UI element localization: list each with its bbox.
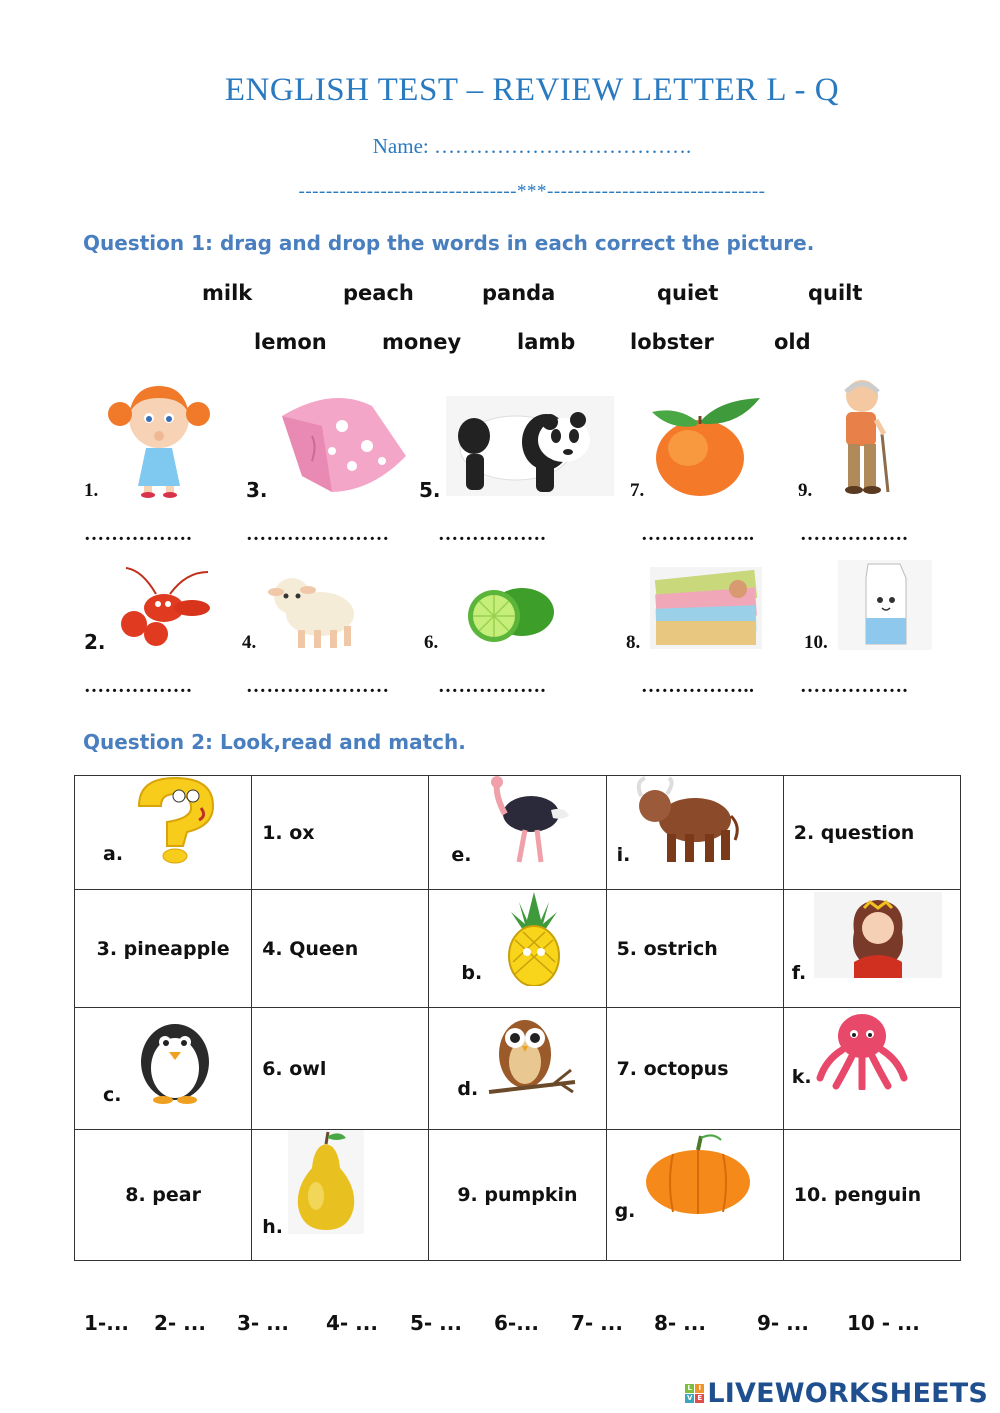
pear-icon: [288, 1130, 364, 1234]
quiet-girl-icon: [104, 376, 214, 498]
answer-blank[interactable]: …………………: [246, 523, 390, 545]
answer-blank[interactable]: …………….: [438, 523, 546, 545]
word-bank-item[interactable]: old: [774, 330, 811, 354]
match-word: 4. Queen: [262, 937, 359, 960]
quilt-icon: [272, 386, 410, 498]
match-word: 1. ox: [262, 821, 315, 844]
table-cell[interactable]: [75, 1130, 252, 1261]
answer-slot[interactable]: 7- ...: [571, 1311, 623, 1335]
pumpkin-icon: [643, 1132, 753, 1218]
table-row: [75, 1008, 961, 1130]
table-cell[interactable]: [75, 776, 252, 890]
queen-icon: [814, 892, 942, 978]
worksheet-title: ENGLISH TEST – REVIEW LETTER L - Q: [224, 72, 840, 108]
cell-letter: f.: [791, 962, 807, 984]
lobster-icon: [112, 566, 216, 652]
word-bank-item[interactable]: quiet: [657, 281, 719, 305]
peach-icon: [648, 396, 764, 500]
table-cell[interactable]: [252, 1008, 429, 1130]
cell-letter: b.: [461, 962, 483, 984]
table-cell[interactable]: [75, 1008, 252, 1130]
table-row: [75, 776, 961, 890]
table-cell[interactable]: [606, 776, 783, 890]
liveworksheets-logo: [685, 1378, 988, 1409]
table-row: [75, 890, 961, 1008]
panda-icon: [446, 396, 614, 496]
cell-letter: i.: [616, 844, 631, 866]
ox-icon: [631, 776, 743, 866]
item-number: 2.: [84, 630, 106, 654]
table-cell[interactable]: [606, 890, 783, 1008]
table-cell[interactable]: [75, 890, 252, 1008]
table-cell[interactable]: [783, 1008, 960, 1130]
item-number: 5.: [419, 478, 441, 502]
item-number: 7.: [630, 480, 645, 501]
item-number: 4.: [242, 632, 257, 653]
word-bank-item[interactable]: money: [382, 330, 462, 354]
cell-letter: e.: [451, 844, 472, 866]
question-2-heading: Question 2: Look,read and match.: [83, 730, 466, 754]
word-bank-item[interactable]: quilt: [808, 281, 863, 305]
pineapple-icon: [503, 890, 565, 986]
question-1-heading: Question 1: drag and drop the words in each correct the picture.: [83, 231, 815, 255]
answer-blank[interactable]: …………….: [84, 523, 192, 545]
money-icon: [650, 567, 762, 649]
answer-slot[interactable]: 4- ...: [326, 1311, 378, 1335]
answer-slot[interactable]: 9- ...: [757, 1311, 809, 1335]
name-line: Name: ……………………………….: [372, 134, 692, 158]
table-row: [75, 1130, 961, 1261]
answer-slot[interactable]: 3- ...: [237, 1311, 289, 1335]
table-cell[interactable]: [429, 1008, 606, 1130]
item-number: 9.: [798, 480, 813, 501]
item-number: 8.: [626, 632, 641, 653]
old-man-icon: [822, 376, 904, 498]
ostrich-icon: [485, 776, 569, 866]
item-number: 6.: [424, 632, 439, 653]
table-cell[interactable]: [429, 1130, 606, 1261]
answer-blank[interactable]: …………….: [438, 675, 546, 697]
table-cell[interactable]: [783, 890, 960, 1008]
match-word: 7. octopus: [616, 1057, 729, 1080]
answer-blank[interactable]: …………….: [800, 675, 908, 697]
match-word: 2. question: [793, 821, 915, 844]
cell-letter: c.: [103, 1084, 122, 1106]
cell-letter: a.: [103, 843, 124, 865]
answer-slot[interactable]: 5- ...: [410, 1311, 462, 1335]
match-word: 5. ostrich: [616, 937, 718, 960]
penguin-icon: [125, 1008, 225, 1106]
word-bank-item[interactable]: peach: [343, 281, 414, 305]
cell-letter: h.: [262, 1216, 283, 1238]
cell-letter: g.: [614, 1200, 636, 1222]
table-cell[interactable]: [783, 1130, 960, 1261]
word-bank-item[interactable]: milk: [202, 281, 253, 305]
cell-letter: d.: [457, 1078, 479, 1100]
answer-slot[interactable]: 6-...: [494, 1311, 540, 1335]
item-number: 3.: [246, 478, 268, 502]
word-bank-item[interactable]: lamb: [517, 330, 576, 354]
logo-mark-icon: L I V E: [685, 1384, 704, 1403]
match-word: 10. penguin: [793, 1184, 922, 1206]
answer-blank[interactable]: …………………: [246, 675, 390, 697]
cell-letter: k.: [791, 1066, 812, 1088]
item-number: 10.: [804, 632, 828, 653]
answer-blank[interactable]: …………….: [800, 523, 908, 545]
match-word: 3. pineapple: [96, 937, 230, 960]
match-word: 9. pumpkin: [457, 1184, 578, 1206]
table-cell[interactable]: [252, 776, 429, 890]
owl-icon: [485, 1008, 577, 1100]
answer-blank[interactable]: ……………..: [641, 675, 755, 697]
lamb-icon: [262, 566, 368, 652]
milk-carton-icon: [838, 560, 932, 650]
lime-icon: [454, 584, 558, 642]
answer-slot[interactable]: 1-...: [84, 1311, 130, 1335]
answer-blank[interactable]: ……………..: [641, 523, 755, 545]
table-cell[interactable]: [429, 890, 606, 1008]
match-word: 6. owl: [262, 1057, 327, 1080]
item-number: 1.: [84, 480, 99, 501]
table-cell[interactable]: [252, 1130, 429, 1261]
answer-slot[interactable]: 2- ...: [154, 1311, 206, 1335]
question-mark-icon: [127, 776, 223, 864]
word-bank-item[interactable]: panda: [482, 281, 556, 305]
octopus-icon: [816, 1010, 908, 1090]
table-cell[interactable]: [606, 1130, 783, 1261]
table-cell[interactable]: [429, 776, 606, 890]
matching-table: [74, 775, 961, 1261]
word-bank-item[interactable]: lobster: [630, 330, 714, 354]
divider-line: --------------------------------***--------------------------------: [298, 181, 766, 202]
logo-text: LIVEWORKSHEETS: [707, 1378, 988, 1409]
answer-slot[interactable]: 10 - ...: [847, 1311, 920, 1335]
answer-blank[interactable]: …………….: [84, 675, 192, 697]
table-cell[interactable]: [606, 1008, 783, 1130]
word-bank-item[interactable]: lemon: [254, 330, 327, 354]
table-cell[interactable]: [252, 890, 429, 1008]
answer-slot[interactable]: 8- ...: [654, 1311, 706, 1335]
match-word: 8. pear: [125, 1184, 201, 1206]
table-cell[interactable]: [783, 776, 960, 890]
